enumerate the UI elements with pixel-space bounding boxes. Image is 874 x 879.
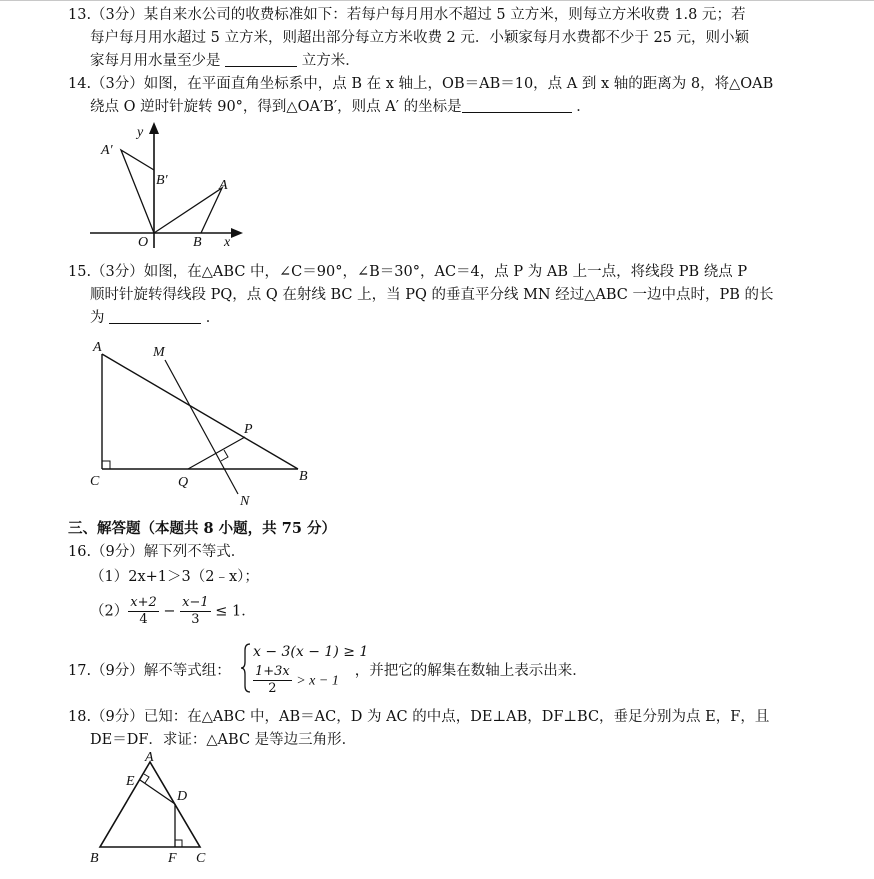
segment-AB: [102, 354, 298, 469]
q17-tail: ，并把它的解集在数轴上表示出来．: [354, 663, 587, 679]
q15-tail: ．: [205, 310, 221, 326]
q13-line-3: [68, 50, 813, 73]
label-A: A: [93, 340, 102, 355]
q16-rest: ≤ 1．: [215, 603, 256, 620]
q17-row-2-rest: > x − 1: [296, 673, 339, 689]
label-x: x: [224, 235, 231, 250]
q13-line-2: 每户每月用水超过 5 立方米，则超出部分每立方米收费 2 元．小颖家每月水费都不少于 25 元，则小颖: [90, 30, 750, 46]
q15-line-3-text: 为: [90, 310, 105, 326]
q16-part-2-label: （2）: [90, 603, 129, 620]
q14-answer-blank: [462, 97, 572, 113]
q17-line: [68, 660, 813, 683]
q17-row-2: [253, 664, 339, 697]
question-15: [68, 261, 813, 330]
label-M: M: [153, 345, 165, 360]
q16-minus: −: [163, 603, 176, 620]
q17-numerator: 1+3x: [255, 664, 290, 679]
label-Q: Q: [178, 475, 189, 490]
q14-line-1: 14.（3分）如图，在平面直角坐标系中，点 B 在 x 轴上，OB＝AB＝10，点 A 到 x 轴的距离为 8，将△OAB: [68, 76, 774, 92]
q13-line-1: 13.（3分）某自来水公司的收费标准如下：若每户每月用水不超过 5 立方米，则每立方米收费 1.8 元；若: [68, 7, 746, 23]
segment-PQ: [188, 437, 245, 469]
q16-f2-denominator: 3: [191, 612, 200, 627]
label-B: B: [299, 469, 308, 484]
q18-triangle-figure: [86, 750, 216, 870]
q17-denominator: 2: [268, 681, 277, 696]
right-angle-F: [175, 840, 182, 847]
q14-line-2-text: 绕点 O 逆时针旋转 90°，得到△OA′B′，则点 A′ 的坐标是: [90, 99, 462, 115]
q17-fraction: [253, 664, 292, 697]
q15-triangle-figure: [85, 336, 315, 512]
triangle-OApBp: [121, 150, 154, 233]
q13-line-3-text: 家每月用水量至少是: [90, 53, 221, 69]
y-axis-arrow: [149, 122, 159, 134]
section-heading: 三、解答题（本题共 8 小题，共 75 分）: [68, 520, 336, 537]
q17-row-1: x − 3(x − 1) ≥ 1: [253, 644, 369, 660]
label-D: D: [177, 789, 188, 804]
label-A: A: [219, 178, 228, 193]
q16-part-2: [68, 595, 813, 628]
q16-f2-numerator: x−1: [182, 595, 209, 610]
label-O: O: [138, 235, 149, 250]
label-A: A: [145, 750, 154, 765]
question-18: [68, 706, 813, 752]
label-E: E: [126, 774, 135, 789]
q14-coordinate-figure: [85, 118, 250, 253]
label-y: y: [137, 125, 144, 140]
q16-part-1: （1）2x+1＞3（2﹣x）；: [90, 569, 259, 585]
right-angle-MN: [221, 450, 228, 461]
label-B: B: [193, 235, 202, 250]
page-top-border: [0, 0, 874, 1]
label-F: F: [168, 851, 177, 866]
right-angle-C: [102, 461, 110, 469]
question-13: [68, 4, 813, 73]
q13-tail: 立方米．: [301, 53, 360, 69]
triangle-OAB: [154, 188, 222, 233]
q15-answer-blank: [109, 308, 201, 324]
q14-tail: ．: [576, 99, 591, 115]
label-C: C: [196, 851, 206, 866]
q13-answer-blank: [225, 51, 297, 67]
q16-f1-denominator: 4: [139, 612, 148, 627]
label-B-prime: B′: [156, 173, 168, 188]
q18-line-2: DE＝DF．求证：△ABC 是等边三角形．: [90, 732, 357, 748]
segment-DE: [140, 780, 175, 804]
label-B: B: [90, 851, 99, 866]
q15-line-3: [68, 307, 813, 330]
right-angle-E: [144, 774, 149, 783]
q16-stem: 16.（9分）解下列不等式．: [68, 544, 246, 560]
label-N: N: [240, 494, 250, 509]
label-A-prime: A′: [101, 143, 113, 158]
x-axis-arrow: [231, 228, 243, 238]
label-P: P: [244, 422, 253, 437]
q16-fraction-2: [180, 595, 211, 628]
q15-line-2: 顺时针旋转得线段 PQ，点 Q 在射线 BC 上，当 PQ 的垂直平分线 MN 经过△ABC 一边中点时，PB 的长: [90, 287, 774, 303]
question-16: [68, 541, 813, 628]
q16-f1-numerator: x+2: [130, 595, 157, 610]
question-17: [68, 660, 813, 683]
question-14: [68, 73, 813, 119]
label-C: C: [90, 474, 100, 489]
q14-line-2: [68, 96, 813, 119]
triangle-ABC: [100, 762, 200, 847]
q17-brace-icon: [240, 642, 252, 694]
q16-fraction-1: [128, 595, 159, 628]
q17-stem: 17.（9分）解不等式组：: [68, 663, 231, 679]
q15-line-1: 15.（3分）如图，在△ABC 中，∠C＝90°，∠B＝30°，AC＝4，点 P 为 AB 上一点，将线段 PB 绕点 P: [68, 264, 748, 280]
q18-line-1: 18.（9分）已知：在△ABC 中，AB＝AC，D 为 AC 的中点，DE⊥AB，DF⊥BC，垂足分别为点 E，F，且: [68, 709, 770, 725]
